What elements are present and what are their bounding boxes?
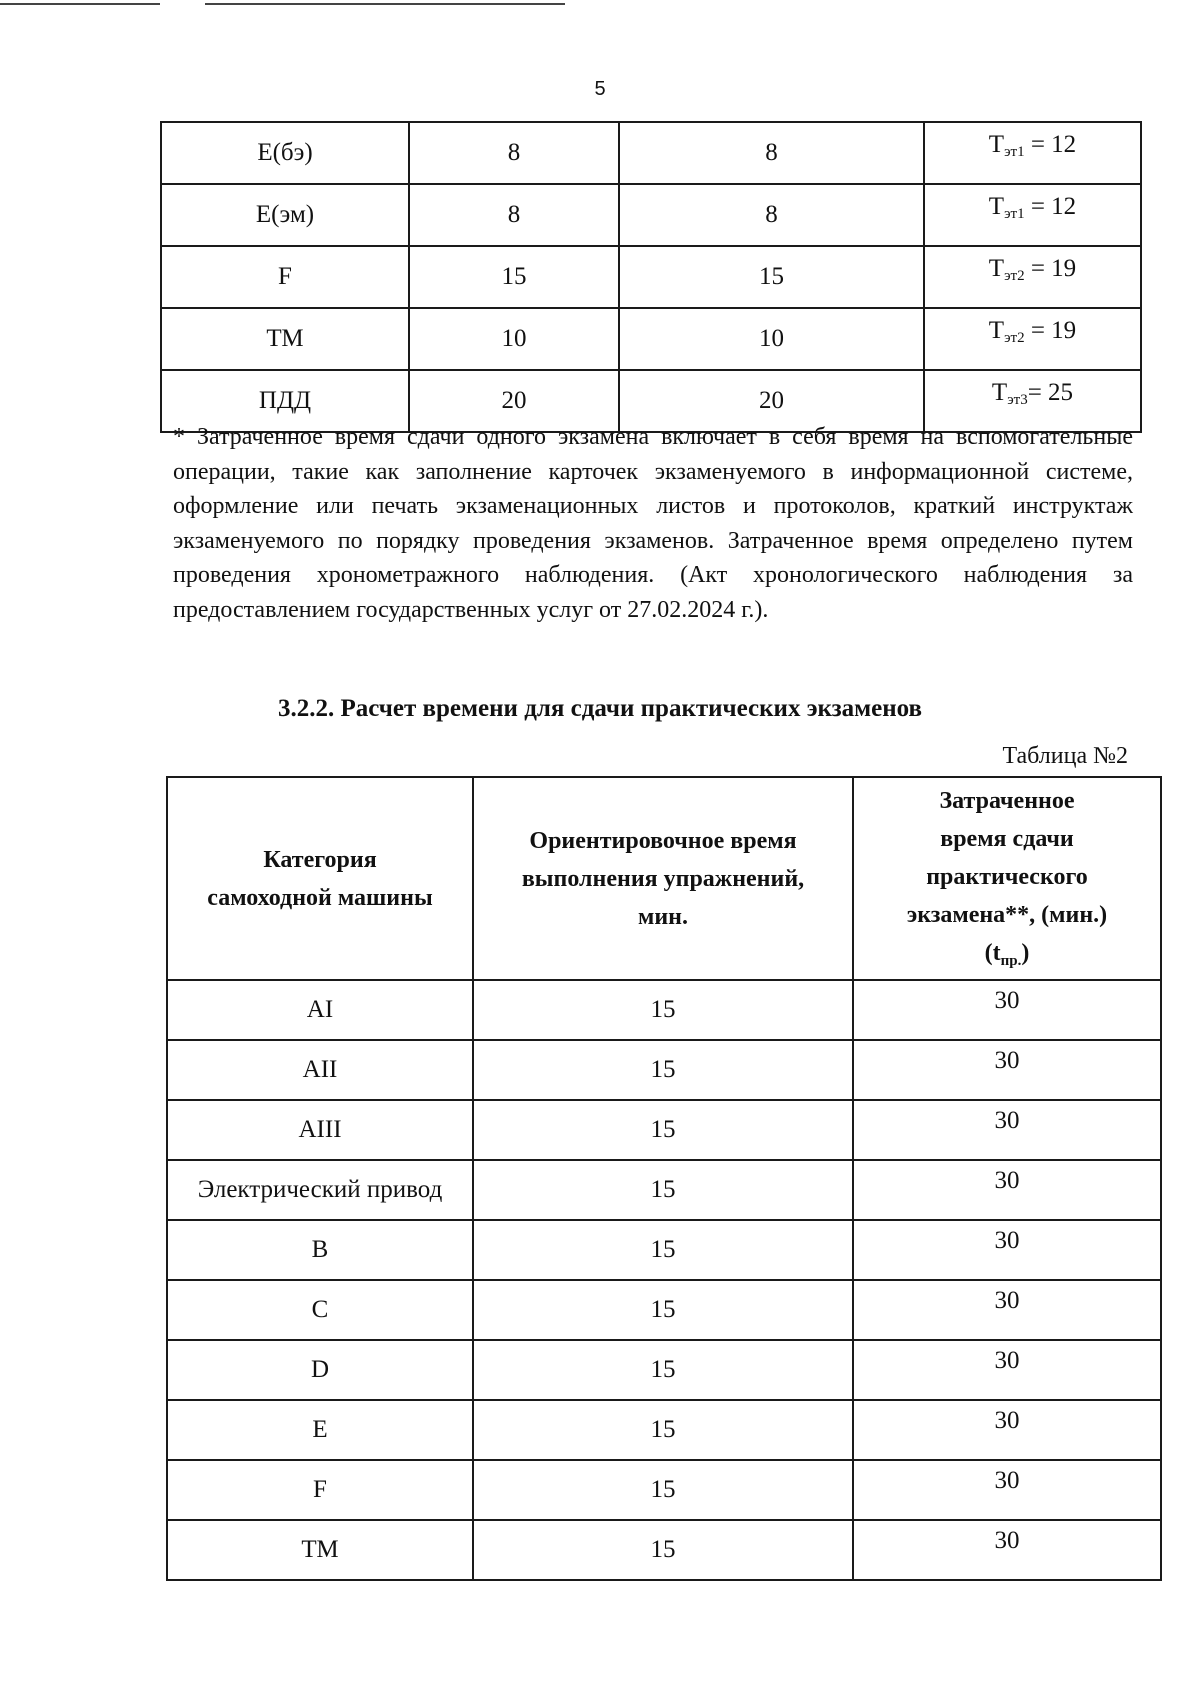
total-time-cell: 30 <box>853 1280 1161 1340</box>
value-cell: 8 <box>619 122 924 184</box>
stage-time-value: = 25 <box>1027 379 1074 406</box>
table-row <box>161 122 1141 184</box>
value-cell: 8 <box>409 184 619 246</box>
table-row <box>161 308 1141 370</box>
category-cell: ТМ <box>161 308 409 370</box>
table-row <box>161 184 1141 246</box>
stage-time-cell <box>924 308 1141 370</box>
exercise-time-cell: 15 <box>473 980 853 1040</box>
exercise-time-cell: 15 <box>473 1040 853 1100</box>
exercise-time-cell: 15 <box>473 1100 853 1160</box>
stage-time-subscript: эт1 <box>1004 144 1025 160</box>
category-cell: Е(эм) <box>161 184 409 246</box>
header-exercise-line2: выполнения упражнений, <box>521 865 805 892</box>
category-cell: Е(бэ) <box>161 122 409 184</box>
exercise-time-cell: 15 <box>473 1460 853 1520</box>
header-exercise-time <box>473 777 853 980</box>
stage-time-symbol: Т <box>991 379 1008 406</box>
table-row <box>167 1460 1161 1520</box>
header-total-line1: Затраченное <box>939 788 1075 814</box>
category-cell: ПДД <box>161 370 409 432</box>
stage-time-symbol: Т <box>988 131 1005 158</box>
header-category-line2: самоходной машины <box>207 884 433 911</box>
total-time-cell: 30 <box>853 1220 1161 1280</box>
table-caption: Таблица №2 <box>1002 743 1128 769</box>
header-category <box>167 777 473 980</box>
exercise-time-cell: 15 <box>473 1520 853 1580</box>
stage-time-subscript: эт1 <box>1004 206 1025 222</box>
footnote-text: * Затраченное время сдачи одного экзамена включает в себя время на вспомогательные операции, такие как заполнение карточек экзаменуемого в информационной системе, оформление или печать экзаменационных листов и протоколов, краткий инструктаж экзаменуемого по порядку проведения экзаменов. Затраченное время определено путем проведения хронометражного наблюдения. (Акт хронологического наблюдения за предоставлением государственных услуг от 27.02.2024 г.). <box>173 424 1133 623</box>
category-cell: B <box>167 1220 473 1280</box>
category-cell: E <box>167 1400 473 1460</box>
header-exercise-line3: мин. <box>637 903 688 930</box>
category-cell: ТМ <box>167 1520 473 1580</box>
exercise-time-cell: 15 <box>473 1220 853 1280</box>
stage-time-cell <box>924 122 1141 184</box>
header-total-symbol-close: ) <box>1021 940 1030 966</box>
category-cell: AII <box>167 1040 473 1100</box>
category-cell: F <box>167 1460 473 1520</box>
category-cell: D <box>167 1340 473 1400</box>
section-heading: 3.2.2. Расчет времени для сдачи практических экзаменов <box>277 695 923 722</box>
table-row <box>167 1160 1161 1220</box>
category-cell: F <box>161 246 409 308</box>
practical-exam-time-table <box>166 776 1162 1581</box>
table-row <box>167 980 1161 1040</box>
value-cell: 10 <box>619 308 924 370</box>
value-cell: 15 <box>619 246 924 308</box>
scan-edge-line-right <box>205 3 565 5</box>
exercise-time-cell: 15 <box>473 1400 853 1460</box>
category-cell: C <box>167 1280 473 1340</box>
stage-time-subscript: эт3 <box>1007 392 1028 408</box>
stage-time-symbol: Т <box>988 255 1005 282</box>
stage-time-symbol: Т <box>988 193 1005 220</box>
page-number: 5 <box>594 78 606 100</box>
total-time-cell: 30 <box>853 1460 1161 1520</box>
total-time-cell: 30 <box>853 1160 1161 1220</box>
stage-time-symbol: Т <box>988 317 1005 344</box>
value-cell: 20 <box>619 370 924 432</box>
stage-time-cell <box>924 184 1141 246</box>
exercise-time-cell: 15 <box>473 1340 853 1400</box>
header-total-line3: практического <box>926 864 1088 890</box>
total-time-cell: 30 <box>853 1520 1161 1580</box>
table-row <box>167 1400 1161 1460</box>
value-cell: 8 <box>409 122 619 184</box>
table-row <box>167 1520 1161 1580</box>
total-time-cell: 30 <box>853 1040 1161 1100</box>
exercise-time-cell: 15 <box>473 1280 853 1340</box>
total-time-cell: 30 <box>853 980 1161 1040</box>
exam-time-table-continuation <box>160 121 1142 433</box>
table-row <box>167 1280 1161 1340</box>
stage-time-value: = 19 <box>1024 317 1077 344</box>
table-row <box>167 1340 1161 1400</box>
header-total-symbol <box>984 940 1030 969</box>
header-total-symbol-open: (t <box>984 940 1001 966</box>
stage-time-cell <box>924 246 1141 308</box>
category-cell: AIII <box>167 1100 473 1160</box>
value-cell: 10 <box>409 308 619 370</box>
category-cell: AI <box>167 980 473 1040</box>
value-cell: 20 <box>409 370 619 432</box>
table-row <box>167 1040 1161 1100</box>
stage-time-value: = 12 <box>1024 193 1077 220</box>
scan-edge-line-left <box>0 3 160 5</box>
total-time-cell: 30 <box>853 1400 1161 1460</box>
header-total-time <box>853 777 1161 980</box>
table-row <box>167 1100 1161 1160</box>
header-total-line2: время сдачи <box>940 826 1074 852</box>
total-time-cell: 30 <box>853 1100 1161 1160</box>
value-cell: 15 <box>409 246 619 308</box>
stage-time-subscript: эт2 <box>1004 330 1025 346</box>
stage-time-value: = 19 <box>1024 255 1077 282</box>
header-total-symbol-sub: пр. <box>1000 953 1022 969</box>
stage-time-subscript: эт2 <box>1004 268 1025 284</box>
table-row <box>167 1220 1161 1280</box>
exercise-time-cell: 15 <box>473 1160 853 1220</box>
table-row <box>161 246 1141 308</box>
stage-time-value: = 12 <box>1024 131 1077 158</box>
header-total-line4: экзамена**, (мин.) <box>906 902 1108 928</box>
total-time-cell: 30 <box>853 1340 1161 1400</box>
table-header-row <box>167 777 1161 980</box>
header-exercise-line1: Ориентировочное время <box>529 827 797 854</box>
value-cell: 8 <box>619 184 924 246</box>
category-cell: Электрический привод <box>167 1160 473 1220</box>
header-category-line1: Категория <box>263 846 377 873</box>
